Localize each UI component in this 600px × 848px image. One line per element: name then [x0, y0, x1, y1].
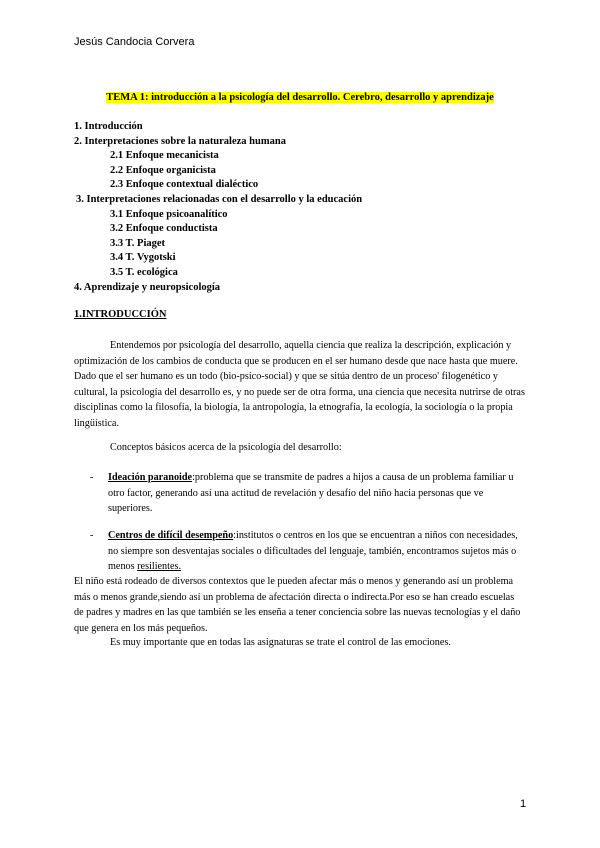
document-title: [0, 87, 600, 105]
document-title-text: TEMA 1: introducción a la psicología del desarrollo. Cerebro, desarrollo y aprendizaje: [106, 92, 494, 103]
bullet-text: [108, 470, 526, 517]
bullet-term: Ideación paranoide: [108, 472, 193, 483]
bullet-item: [90, 528, 526, 575]
emotions-paragraph: Es muy importante que en todas las asignaturas se trate el control de las emociones.: [110, 637, 451, 648]
bullet-dash: -: [90, 472, 94, 483]
page-number: 1: [520, 798, 527, 810]
toc-item: 3.1 Enfoque psicoanalítico: [110, 208, 228, 220]
intro-paragraph: Entendemos por psicología del desarrollo, aquella ciencia que realiza la descripción, explicación y optimización de los cambios de conducta que se producen en el ser humano desde que nace hasta que muere. Dado que el ser humano es un todo (bio-psico-social) y que se sitúa dentro de un proceso' filogenético y cultural, la psicología del desarrollo es, y no puede ser de otra forma, una ciencia que necesita nutrirse de otras disciplinas como la filosofía, la biología, la antropología, la etnografía, la ecología, la sociología o la propia lingüística.: [74, 340, 525, 429]
toc-item: 2.2 Enfoque organicista: [110, 164, 216, 176]
toc-item: 3.4 T. Vygotski: [110, 252, 176, 264]
toc-item: 3.5 T. ecológica: [110, 266, 178, 278]
table-of-contents: [74, 120, 534, 295]
bullet-description: :institutos o centros en los que se encuentran a niños con necesidades, no siempre son desventajas sociales o dificultades del lenguaje, también, encontramos sujetos más o menos: [108, 530, 518, 572]
bullet-underlined-word: resilientes.: [137, 561, 182, 572]
section-heading: 1.INTRODUCCIÓN: [74, 309, 167, 320]
page-header-author: Jesús Candocia Corvera: [74, 36, 195, 48]
bullet-term: Centros de difícil desempeño: [108, 530, 234, 541]
toc-item: 4. Aprendizaje y neuropsicología: [74, 281, 221, 293]
concepts-intro-paragraph: Conceptos básicos acerca de la psicología del desarrollo:: [110, 442, 342, 453]
toc-item: 2.3 Enfoque contextual dialéctico: [110, 179, 259, 191]
toc-item: 3. Interpretaciones relacionadas con el desarrollo y la educación: [76, 193, 363, 205]
toc-item: 3.3 T. Piaget: [110, 237, 166, 249]
toc-item: 2.1 Enfoque mecanicista: [110, 150, 219, 162]
bullet-item: [90, 470, 526, 517]
bullet-dash: -: [90, 530, 94, 541]
context-paragraph: El niño está rodeado de diversos contextos que le pueden afectar más o menos y generando así un problema más o menos grande,siendo así un problema de afectación directa o indirecta.Por eso se han creado escuelas de padres y madres en las que también se les enseña a tener conciencia sobre las nuevas tecnologías y el daño que genera en los más pequeños.: [74, 576, 521, 634]
bullet-text: [108, 528, 526, 575]
bullet-description: :problema que se transmite de padres a hijos a causa de un problema familiar u otro factor, generando así una actitud de revelación y desafío del niño hacia personas que ve superiores.: [108, 472, 514, 514]
toc-item: 3.2 Enfoque conductista: [110, 223, 218, 235]
toc-item: 1. Introducción: [74, 121, 143, 132]
toc-item: 2. Interpretaciones sobre la naturaleza humana: [74, 135, 286, 147]
